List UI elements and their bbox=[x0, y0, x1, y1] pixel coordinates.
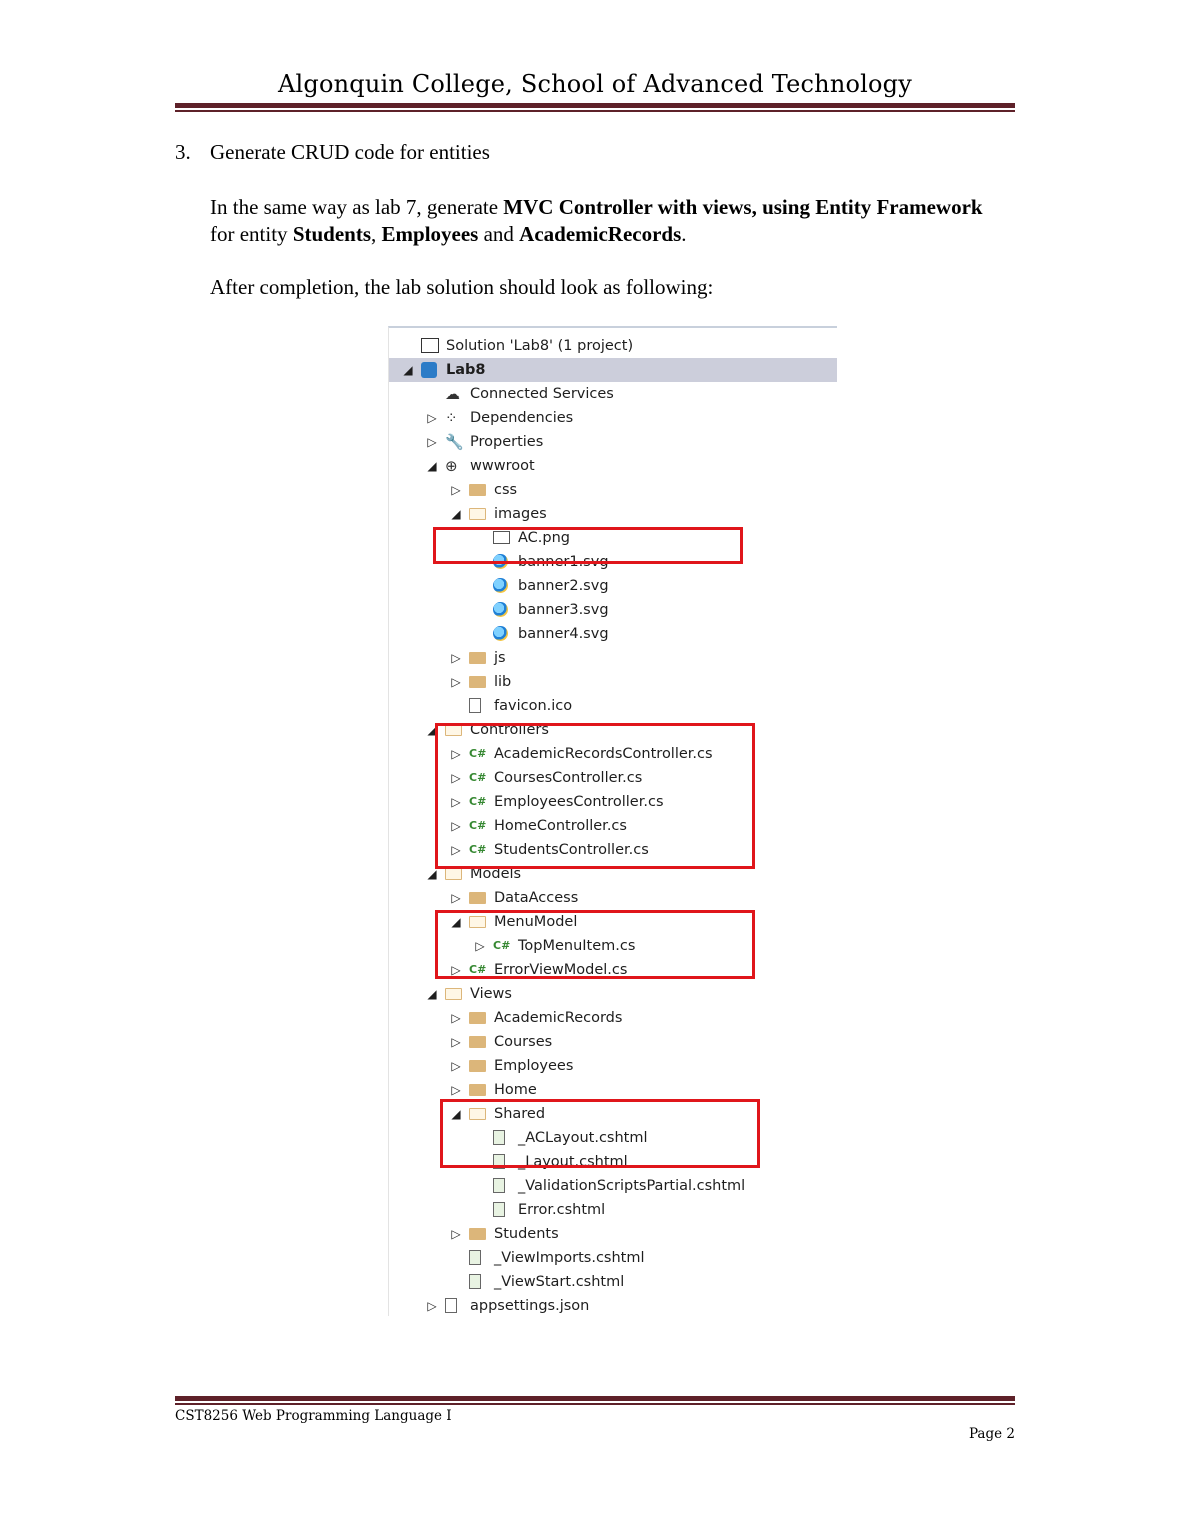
tree-item-label: appsettings.json bbox=[470, 1298, 590, 1314]
tree-item-label: _Layout.cshtml bbox=[518, 1154, 628, 1170]
collapse-arrow-icon[interactable]: ◢ bbox=[451, 507, 461, 521]
tree-item-label: Views bbox=[470, 986, 512, 1002]
tree-item-label: Courses bbox=[494, 1034, 553, 1050]
csharp-file-icon: C# bbox=[469, 843, 487, 856]
tree-item-label: _ViewImports.cshtml bbox=[494, 1250, 645, 1266]
expand-arrow-icon[interactable]: ▷ bbox=[451, 1083, 461, 1097]
csharp-file-icon: C# bbox=[469, 819, 487, 832]
tree-item-label: Solution 'Lab8' (1 project) bbox=[446, 338, 634, 354]
expand-arrow-icon[interactable]: ▷ bbox=[451, 1035, 461, 1049]
tree-item-label: HomeController.cs bbox=[494, 818, 627, 834]
footer-course: CST8256 Web Programming Language I bbox=[175, 1408, 452, 1424]
expand-arrow-icon[interactable]: ▷ bbox=[451, 891, 461, 905]
tree-item-label: banner2.svg bbox=[518, 578, 609, 594]
tree-item-label: css bbox=[494, 482, 518, 498]
solution-icon bbox=[421, 338, 439, 353]
intro-bold-students: Students bbox=[292, 222, 372, 246]
collapse-arrow-icon[interactable]: ◢ bbox=[451, 915, 461, 929]
tree-item-label: Employees bbox=[494, 1058, 574, 1074]
tree-item-label: js bbox=[494, 650, 506, 666]
intro-bold-employees: Employees bbox=[381, 222, 479, 246]
tree-item[interactable] bbox=[389, 646, 837, 670]
header-rule-thick bbox=[175, 103, 1015, 108]
tree-item-label: _ViewStart.cshtml bbox=[494, 1274, 625, 1290]
tree-item[interactable] bbox=[389, 1294, 837, 1316]
highlight-menumodel bbox=[435, 910, 755, 979]
intro-text: , bbox=[371, 222, 382, 246]
tree-item[interactable] bbox=[389, 1030, 837, 1054]
tree-item[interactable] bbox=[389, 1174, 837, 1198]
web-project-icon bbox=[421, 362, 437, 378]
tree-item-label: wwwroot bbox=[470, 458, 535, 474]
tree-item-label: banner4.svg bbox=[518, 626, 609, 642]
intro-bold-scaffold: MVC Controller with views, using Entity Framework bbox=[503, 195, 983, 219]
tree-item[interactable] bbox=[389, 670, 837, 694]
tree-item[interactable] bbox=[389, 406, 837, 430]
tree-item[interactable] bbox=[389, 622, 837, 646]
tree-item-label: lib bbox=[494, 674, 512, 690]
collapse-arrow-icon[interactable]: ◢ bbox=[451, 1107, 461, 1121]
csharp-file-icon: C# bbox=[469, 963, 487, 976]
tree-item[interactable] bbox=[389, 334, 837, 358]
cshtml-file-icon bbox=[469, 1274, 481, 1289]
page-header-title: Algonquin College, School of Advanced Technology bbox=[277, 70, 912, 98]
footer-page-number: Page 2 bbox=[968, 1426, 1015, 1442]
expand-arrow-icon[interactable]: ▷ bbox=[451, 483, 461, 497]
tree-item[interactable] bbox=[389, 1246, 837, 1270]
tree-item-label: Properties bbox=[470, 434, 544, 450]
folder-icon bbox=[469, 484, 486, 496]
highlight-controllers bbox=[435, 723, 755, 869]
expand-arrow-icon[interactable]: ▷ bbox=[427, 411, 437, 425]
folder-icon bbox=[469, 1084, 486, 1096]
expand-arrow-icon[interactable]: ▷ bbox=[451, 819, 461, 833]
tree-item-label: AcademicRecords bbox=[494, 1010, 623, 1026]
cshtml-file-icon bbox=[493, 1202, 505, 1217]
tree-item-label: images bbox=[494, 506, 547, 522]
tree-item-label: ErrorViewModel.cs bbox=[494, 962, 628, 978]
tree-item-label: banner3.svg bbox=[518, 602, 609, 618]
tree-item[interactable] bbox=[389, 454, 837, 478]
cshtml-file-icon bbox=[469, 1250, 481, 1265]
folder-icon bbox=[469, 676, 486, 688]
tree-item[interactable] bbox=[389, 382, 837, 406]
dependencies-icon: ⁘ bbox=[445, 409, 458, 427]
folder-open-icon bbox=[469, 508, 486, 520]
expand-arrow-icon[interactable]: ▷ bbox=[451, 651, 461, 665]
expand-arrow-icon[interactable]: ▷ bbox=[451, 1227, 461, 1241]
folder-icon bbox=[469, 1012, 486, 1024]
tree-item[interactable] bbox=[389, 1222, 837, 1246]
folder-icon bbox=[469, 1060, 486, 1072]
tree-item-label: Shared bbox=[494, 1106, 546, 1122]
folder-icon bbox=[469, 892, 486, 904]
tree-item-label: Lab8 bbox=[446, 362, 486, 378]
folder-icon bbox=[469, 1228, 486, 1240]
expand-arrow-icon[interactable]: ▷ bbox=[427, 435, 437, 449]
tree-item-label: _ACLayout.cshtml bbox=[518, 1130, 648, 1146]
intro-text: In the same way as lab 7, generate bbox=[210, 195, 504, 219]
tree-item-label: DataAccess bbox=[494, 890, 579, 906]
tree-item[interactable] bbox=[389, 886, 837, 910]
tree-item[interactable] bbox=[389, 982, 837, 1006]
intro-text: . bbox=[681, 222, 687, 246]
folder-open-icon bbox=[445, 868, 462, 880]
tree-item[interactable] bbox=[389, 502, 837, 526]
expand-arrow-icon[interactable]: ▷ bbox=[451, 675, 461, 689]
expand-arrow-icon[interactable]: ▷ bbox=[451, 747, 461, 761]
tree-item-label: AcademicRecordsController.cs bbox=[494, 746, 713, 762]
folder-icon bbox=[469, 652, 486, 664]
tree-item-label: TopMenuItem.cs bbox=[518, 938, 636, 954]
tree-item-label: StudentsController.cs bbox=[494, 842, 649, 858]
header-rule-thin bbox=[175, 110, 1015, 112]
tree-item-label: CoursesController.cs bbox=[494, 770, 643, 786]
intro-text: and bbox=[478, 222, 520, 246]
csharp-file-icon: C# bbox=[493, 939, 511, 952]
footer-rule-thin bbox=[175, 1403, 1015, 1405]
tree-item-label: AC.png bbox=[518, 530, 570, 546]
wrench-icon: 🔧 bbox=[445, 433, 464, 451]
tree-item[interactable] bbox=[389, 1270, 837, 1294]
expand-arrow-icon[interactable]: ▷ bbox=[451, 1059, 461, 1073]
svg-file-icon bbox=[493, 602, 508, 617]
step-title: Generate CRUD code for entities bbox=[210, 140, 490, 164]
step-number: 3. bbox=[175, 140, 191, 164]
tree-item-label: _ValidationScriptsPartial.cshtml bbox=[518, 1178, 746, 1194]
tree-item[interactable] bbox=[389, 478, 837, 502]
tree-item-label: banner1.svg bbox=[518, 554, 609, 570]
csharp-file-icon: C# bbox=[469, 747, 487, 760]
tree-item-label: Students bbox=[494, 1226, 559, 1242]
collapse-arrow-icon[interactable]: ◢ bbox=[427, 987, 437, 1001]
expand-arrow-icon[interactable]: ▷ bbox=[451, 963, 461, 977]
tree-item[interactable] bbox=[389, 1006, 837, 1030]
csharp-file-icon: C# bbox=[469, 795, 487, 808]
intro-bold-academic-records: AcademicRecords bbox=[519, 222, 682, 246]
tree-item-label: favicon.ico bbox=[494, 698, 573, 714]
tree-item-label: Controllers bbox=[470, 722, 549, 738]
expand-arrow-icon[interactable]: ▷ bbox=[451, 843, 461, 857]
cloud-icon: ☁ bbox=[445, 385, 460, 403]
collapse-arrow-icon[interactable]: ◢ bbox=[427, 867, 437, 881]
intro-text: for entity bbox=[210, 222, 293, 246]
tree-item[interactable] bbox=[389, 694, 837, 718]
tree-item-label: MenuModel bbox=[494, 914, 578, 930]
folder-icon bbox=[469, 1036, 486, 1048]
completion-paragraph: After completion, the lab solution should look as following: bbox=[210, 275, 714, 299]
expand-arrow-icon[interactable]: ▷ bbox=[451, 795, 461, 809]
tree-item[interactable] bbox=[389, 1198, 837, 1222]
folder-open-icon bbox=[445, 988, 462, 1000]
tree-item[interactable] bbox=[389, 358, 837, 382]
highlight-ac-png bbox=[433, 527, 743, 564]
collapse-arrow-icon[interactable]: ◢ bbox=[403, 363, 413, 377]
tree-item[interactable] bbox=[389, 1054, 837, 1078]
collapse-arrow-icon[interactable]: ◢ bbox=[427, 459, 437, 473]
svg-file-icon bbox=[493, 626, 508, 641]
tree-item-label: Models bbox=[470, 866, 522, 882]
footer-rule-thick bbox=[175, 1396, 1015, 1401]
expand-arrow-icon[interactable]: ▷ bbox=[451, 771, 461, 785]
expand-arrow-icon[interactable]: ▷ bbox=[427, 1299, 437, 1313]
expand-arrow-icon[interactable]: ▷ bbox=[451, 1011, 461, 1025]
file-icon bbox=[469, 698, 481, 713]
tree-item-label: Error.cshtml bbox=[518, 1202, 606, 1218]
csharp-file-icon: C# bbox=[469, 771, 487, 784]
globe-icon: ⊕ bbox=[445, 457, 458, 475]
tree-item-label: Connected Services bbox=[470, 386, 614, 402]
json-file-icon bbox=[445, 1298, 457, 1313]
highlight-aclayout bbox=[440, 1099, 760, 1168]
tree-item-label: Home bbox=[494, 1082, 537, 1098]
tree-item-label: EmployeesController.cs bbox=[494, 794, 664, 810]
tree-item-label: Dependencies bbox=[470, 410, 574, 426]
tree-item[interactable] bbox=[389, 574, 837, 598]
expand-arrow-icon[interactable]: ▷ bbox=[475, 939, 485, 953]
intro-paragraph bbox=[210, 194, 1000, 248]
step-heading bbox=[175, 140, 490, 165]
svg-file-icon bbox=[493, 578, 508, 593]
tree-item[interactable] bbox=[389, 598, 837, 622]
tree-item[interactable] bbox=[389, 430, 837, 454]
collapse-arrow-icon[interactable]: ◢ bbox=[427, 723, 437, 737]
cshtml-file-icon bbox=[493, 1178, 505, 1193]
